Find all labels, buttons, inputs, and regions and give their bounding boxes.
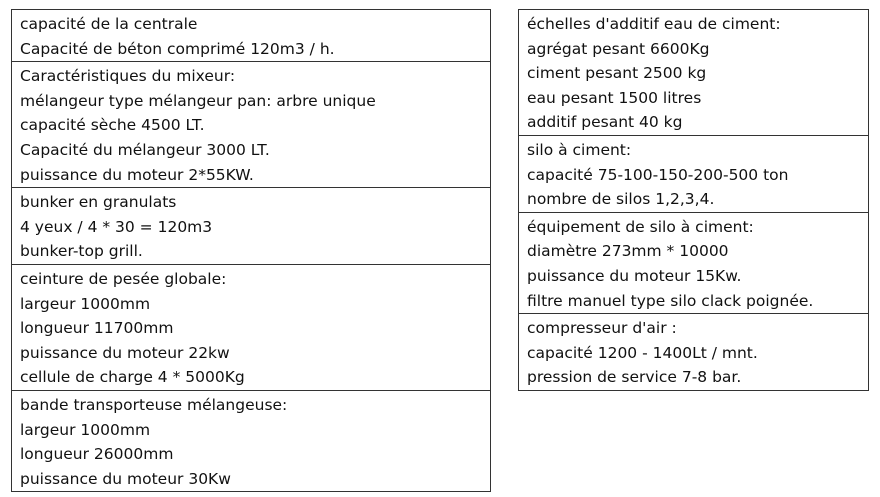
spec-line: compresseur d'air :: [527, 319, 677, 338]
spec-line: nombre de silos 1,2,3,4.: [527, 190, 715, 209]
conveyor-belt-cell: [12, 390, 490, 491]
spec-line: bande transporteuse mélangeuse:: [20, 395, 288, 414]
spec-line: additif pesant 40 kg: [527, 113, 683, 132]
spec-line: longueur 26000mm: [20, 445, 174, 464]
spec-line: bunker-top grill.: [20, 242, 143, 261]
spec-line: pression de service 7-8 bar.: [527, 368, 742, 387]
spec-line: capacité sèche 4500 LT.: [20, 116, 205, 135]
spec-line: bunker en granulats: [20, 193, 177, 212]
plant-capacity-cell: [12, 10, 490, 61]
spec-line: puissance du moteur 22kw: [20, 343, 230, 362]
spec-line: largeur 1000mm: [20, 294, 151, 313]
spec-line: Caractéristiques du mixeur:: [20, 67, 236, 86]
spec-line: Capacité de béton comprimé 120m3 / h.: [20, 39, 335, 58]
spec-line: largeur 1000mm: [20, 420, 151, 439]
spec-line: diamètre 273mm * 10000: [527, 242, 729, 261]
spec-line: capacité de la centrale: [20, 15, 198, 33]
spec-line: équipement de silo à ciment:: [527, 217, 754, 236]
spec-line: capacité 1200 - 1400Lt / mnt.: [527, 343, 758, 362]
spec-line: filtre manuel type silo clack poignée.: [527, 291, 814, 310]
spec-line: capacité 75-100-150-200-500 ton: [527, 165, 789, 184]
spec-line: mélangeur type mélangeur pan: arbre unique: [20, 91, 376, 110]
spec-line: échelles d'additif eau de ciment:: [527, 15, 781, 33]
mixer-specs-cell: [12, 61, 490, 187]
spec-line: puissance du moteur 2*55KW.: [20, 165, 254, 184]
spec-line: puissance du moteur 30Kw: [20, 469, 231, 488]
spec-line: ciment pesant 2500 kg: [527, 64, 707, 83]
weighing-belt-cell: [12, 264, 490, 390]
spec-line: eau pesant 1500 litres: [527, 88, 702, 107]
aggregate-bunker-cell: [12, 187, 490, 264]
spec-line: puissance du moteur 15Kw.: [527, 266, 742, 285]
right-spec-table: [518, 9, 869, 391]
spec-line: agrégat pesant 6600Kg: [527, 39, 710, 58]
spec-line: ceinture de pesée globale:: [20, 269, 227, 288]
spec-line: longueur 11700mm: [20, 319, 174, 338]
air-compressor-cell: [519, 313, 868, 390]
left-spec-table: [11, 9, 491, 492]
spec-line: 4 yeux / 4 * 30 = 120m3: [20, 217, 213, 236]
spec-line: Capacité du mélangeur 3000 LT.: [20, 140, 270, 159]
silo-equipment-cell: [519, 212, 868, 313]
spec-line: silo à ciment:: [527, 140, 632, 159]
additive-scales-cell: [519, 10, 868, 135]
spec-line: cellule de charge 4 * 5000Kg: [20, 368, 245, 387]
cement-silo-cell: [519, 135, 868, 212]
